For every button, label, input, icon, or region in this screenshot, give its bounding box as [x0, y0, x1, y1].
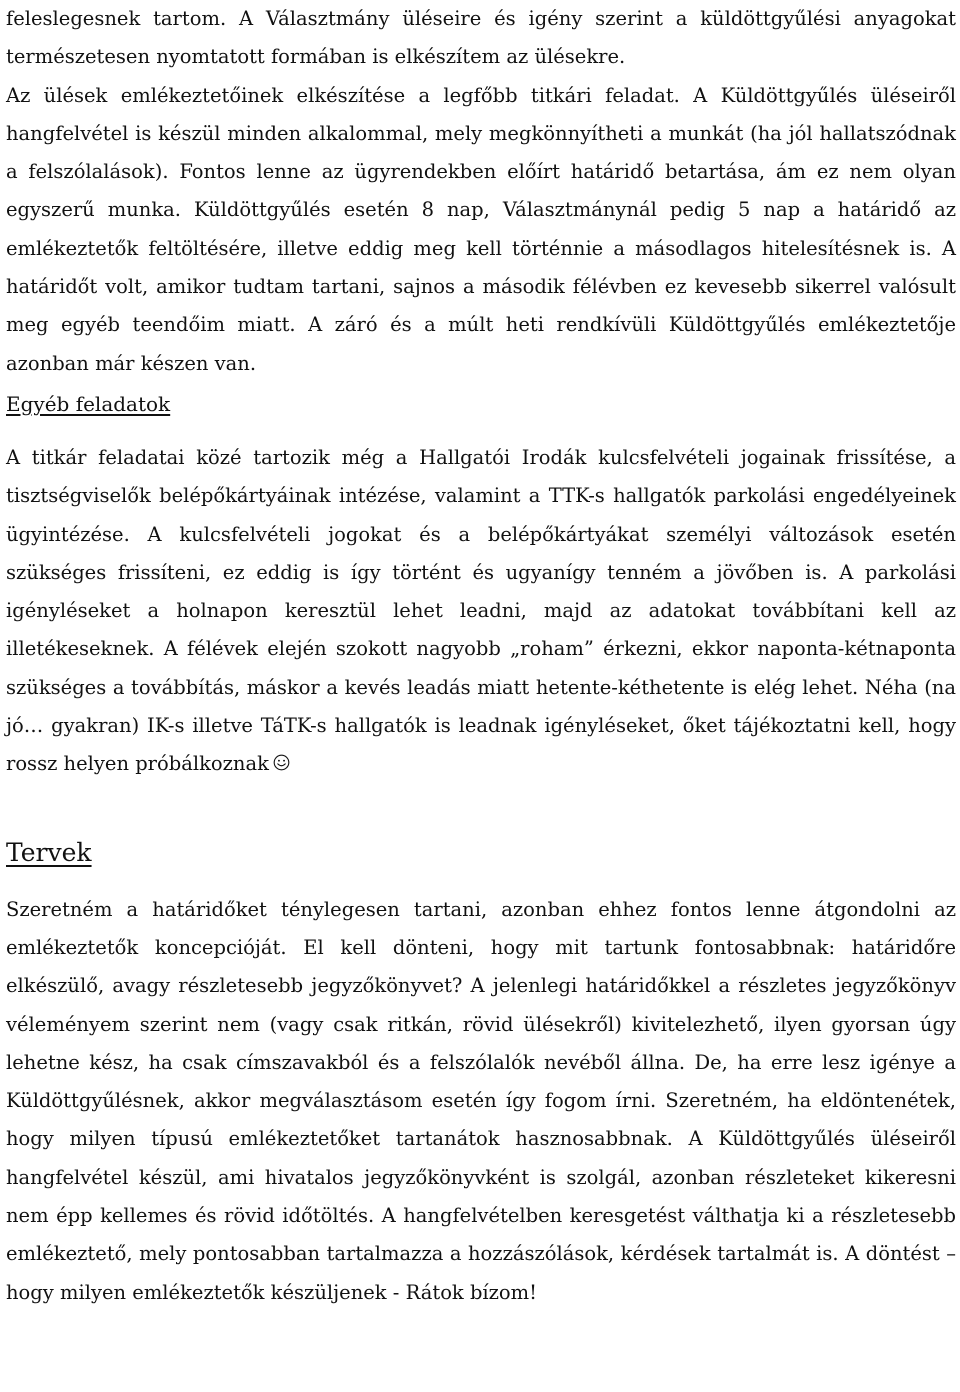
paragraph-memos: Az ülések emlékeztetőinek elkészítése a legfőbb titkári feladat. A Küldöttgyűlés üléseiről hangfelvétel is készül minden alkalommal, mely megkönnyítheti a munkát (ha jól hallatszódnak a felszólalások). Fontos lenne az ügyrendekben előírt határidő betartása, ám ez nem olyan egyszerű munka. Küldöttgyűlés esetén 8 nap, Választmánynál pedig 5 nap a határidő az emlékeztetők feltöltésére, illetve eddig meg kell történnie a másodlagos hitelesítésnek is. A határidőt volt, amikor tudtam tartani, sajnos a második félévben ez kevesebb sikerrel valósult meg egyéb teendőim miatt. A záró és a múlt heti rendkívüli Küldöttgyűlés emlékeztetője azonban már készen van. — [6, 83, 956, 375]
paragraph-intro-end: feleslegesnek tartom. A Választmány üléseire és igény szerint a küldöttgyűlési anyagokat természetesen nyomtatott formában is elkészítem az ülésekre. — [6, 7, 956, 69]
document-page — [6, 0, 956, 1312]
heading-other-tasks: Egyéb feladatok — [6, 391, 171, 416]
paragraph-other-tasks — [6, 439, 956, 784]
heading-plans: Tervek — [6, 837, 92, 867]
paragraph-plans: Szeretném a határidőket ténylegesen tartani, azonban ehhez fontos lenne átgondolni az emlékeztetők koncepcióját. El kell dönteni, hogy mit tartunk fontosabbnak: határidőre elkészülő, avagy részletesebb jegyzőkönyvet? A jelenlegi határidőkkel a részletes jegyzőkönyv véleményem szerint nem (vagy csak ritkán, rövid ülésekről) kivitelezhető, ilyen gyorsan úgy lehetne kész, ha csak címszavakból és a felszólalók nevéből állna. De, ha erre lesz igénye a Küldöttgyűlésnek, akkor megválasztásom esetén így fogom írni. Szeretném, ha eldöntenétek, hogy milyen típusú emlékeztetőket tartanátok hasznosabbnak. A Küldöttgyűlés üléseiről hangfelvétel készül, ami hivatalos jegyzőkönyvként is szolgál, azonban részleteket kikeresni nem épp kellemes és rövid időtöltés. A hangfelvételben keresgetést válthatja ki a részletesebb emlékeztető, mely pontosabban tartalmazza a hozzászólások, kérdések tartalmát is. A döntést – hogy milyen emlékeztetők készüljenek - Rátok bízom! — [6, 897, 956, 1304]
paragraph-other-tasks-text: A titkár feladatai közé tartozik még a Hallgatói Irodák kulcsfelvételi jogainak frissítése, a tisztségviselők belépőkártyáinak intézése, valamint a TTK-s hallgatók parkolási engedélyeinek ügyintézése. A kulcsfelvételi jogokat és a belépőkártyákat személyi változások esetén szükséges frissíteni, ez eddig is így történt és ugyanígy tenném a jövőben is. A parkolási igényléseket a holnapon keresztül lehet leadni, majd az adatokat továbbítani kell az illetékeseknek. A félévek elején szokott nagyobb „roham” érkezni, ekkor naponta-kétnaponta szükséges a továbbítás, máskor a kevés leadás miatt hetente-kéthetente is elég lehet. Néha (na jó… gyakran) IK-s illetve TáTK-s hallgatók is leadnak igényléseket, őket tájékoztatni kell, hogy rossz helyen próbálkoznak — [6, 445, 956, 776]
smiley-face-icon — [273, 754, 290, 771]
